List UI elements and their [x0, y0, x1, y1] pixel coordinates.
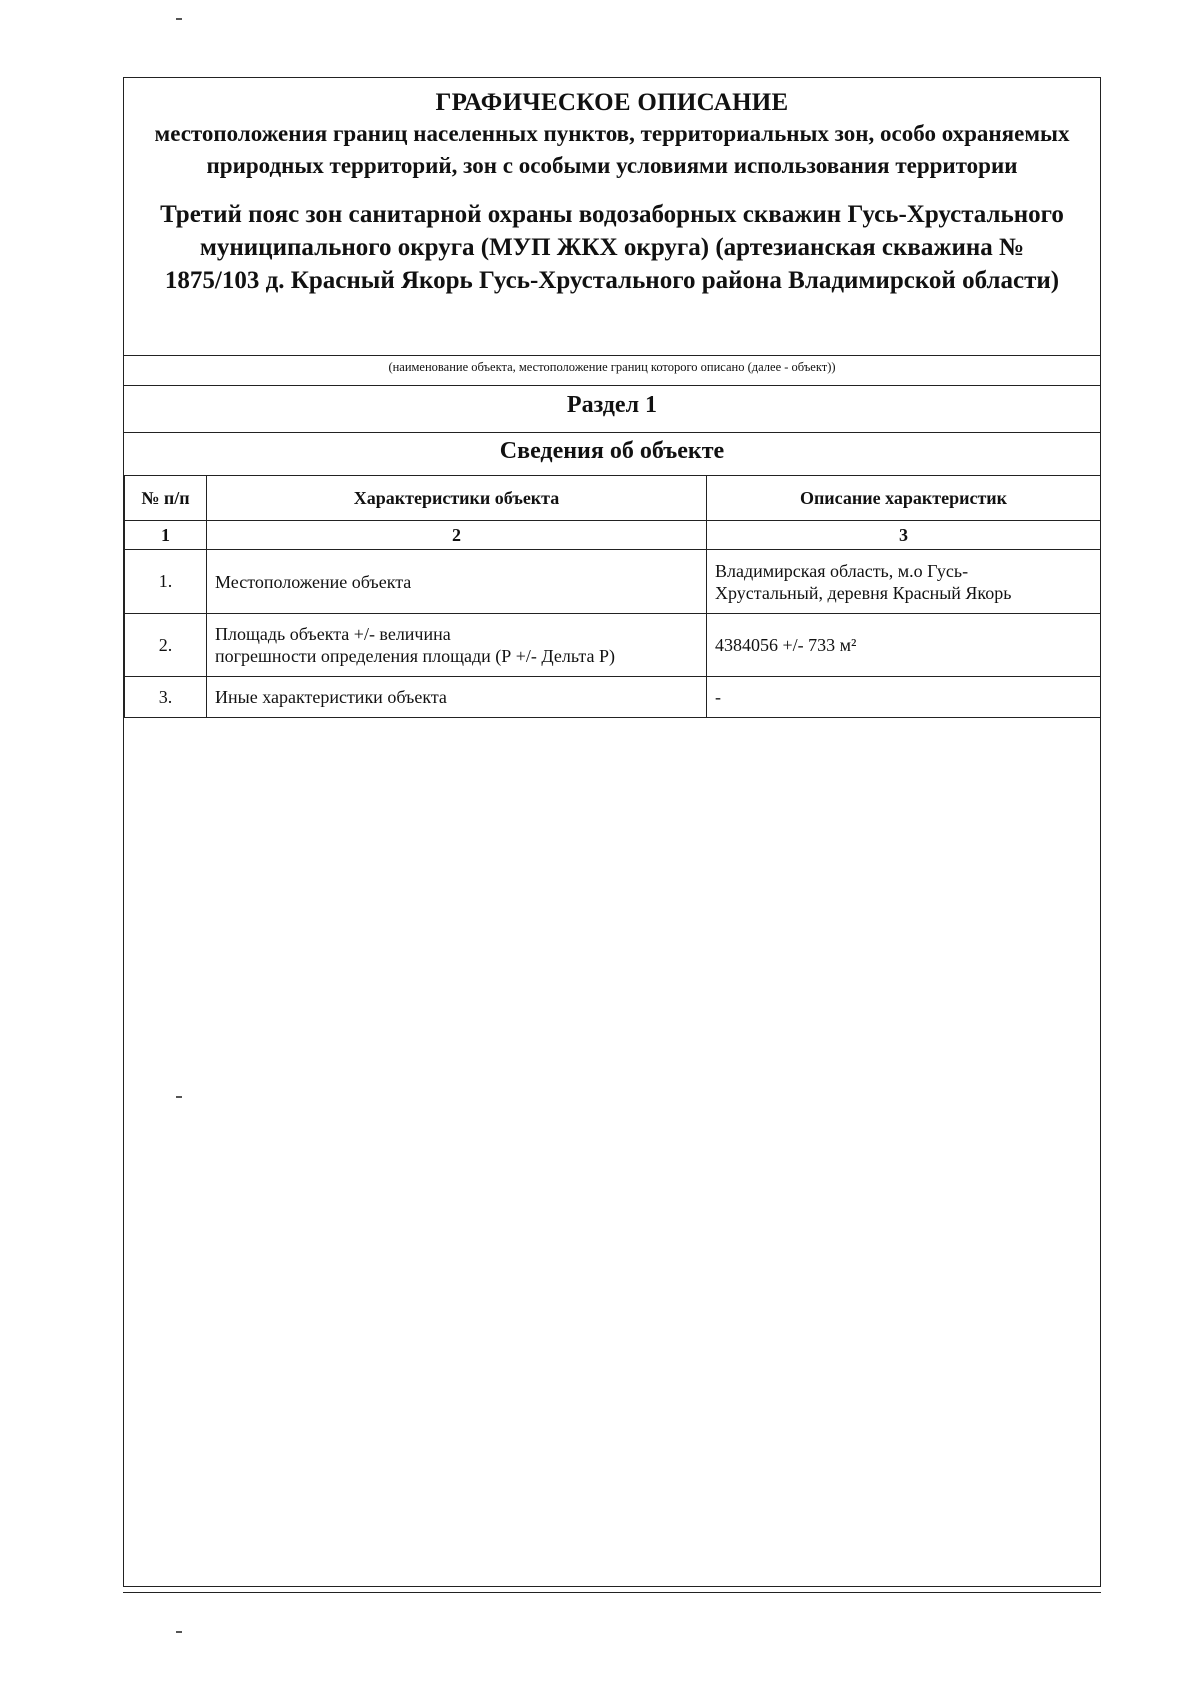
frame-double-bottom-line: [123, 1592, 1101, 1593]
object-name: Третий пояс зон санитарной охраны водозаборных скважин Гусь-Хрустального муниципального округа (МУП ЖКХ округа) (артезианская скважина № 1875/103 д. Красный Якорь Гусь-Хрустального района Владимирской области): [160, 201, 1064, 294]
characteristic-cell: [207, 677, 707, 718]
characteristic-cell: [207, 614, 707, 677]
object-caption: (наименование объекта, местоположение границ которого описано (далее - объект)): [388, 360, 836, 374]
description-cell: [707, 550, 1101, 614]
divider-line: [124, 355, 1100, 356]
document-header: [124, 78, 1100, 297]
description-text: 4384056 +/- 733 м²: [715, 635, 857, 655]
row-number: 3.: [125, 677, 207, 718]
description-text: -: [715, 687, 721, 707]
column-number-row: [125, 521, 1101, 550]
object-info-table: [124, 475, 1101, 718]
table-row: [125, 550, 1101, 614]
row-number: 2.: [125, 614, 207, 677]
characteristic-text: Местоположение объекта: [215, 571, 412, 592]
description-text: Владимирская область, м.о Гусь-: [715, 560, 969, 581]
column-number: 2: [207, 521, 707, 550]
column-header: Описание характеристик: [707, 476, 1101, 521]
table-header-row: [125, 476, 1101, 521]
characteristic-text: погрешности определения площади (Р +/- Дельта Р): [215, 646, 615, 666]
section-title: Сведения об объекте: [499, 438, 725, 464]
description-text: Хрустальный, деревня Красный Якорь: [715, 582, 1012, 603]
document-frame: [123, 77, 1101, 1587]
characteristic-text: Площадь объекта +/- величина: [215, 624, 451, 644]
scan-speck: [176, 1096, 182, 1098]
table-row: [125, 677, 1101, 718]
column-number: 1: [125, 521, 207, 550]
characteristic-cell: [207, 550, 707, 614]
document-subtitle: местоположения границ населенных пунктов, территориальных зон, особо охраняемых природных территорий, зон с особыми условиями использования территории: [154, 121, 1070, 178]
row-number: 1.: [125, 550, 207, 614]
column-number: 3: [707, 521, 1101, 550]
scan-speck: [176, 1631, 182, 1633]
document-title: ГРАФИЧЕСКОЕ ОПИСАНИЕ: [435, 89, 789, 116]
table-row: [125, 614, 1101, 677]
divider-line: [124, 432, 1100, 433]
section-label: Раздел 1: [566, 392, 658, 418]
column-header: Характеристики объекта: [207, 476, 707, 521]
characteristic-text: Иные характеристики объекта: [215, 687, 447, 707]
divider-line: [124, 385, 1100, 386]
scan-speck: [176, 18, 182, 20]
description-cell: [707, 614, 1101, 677]
column-header: № п/п: [125, 476, 207, 521]
description-cell: [707, 677, 1101, 718]
